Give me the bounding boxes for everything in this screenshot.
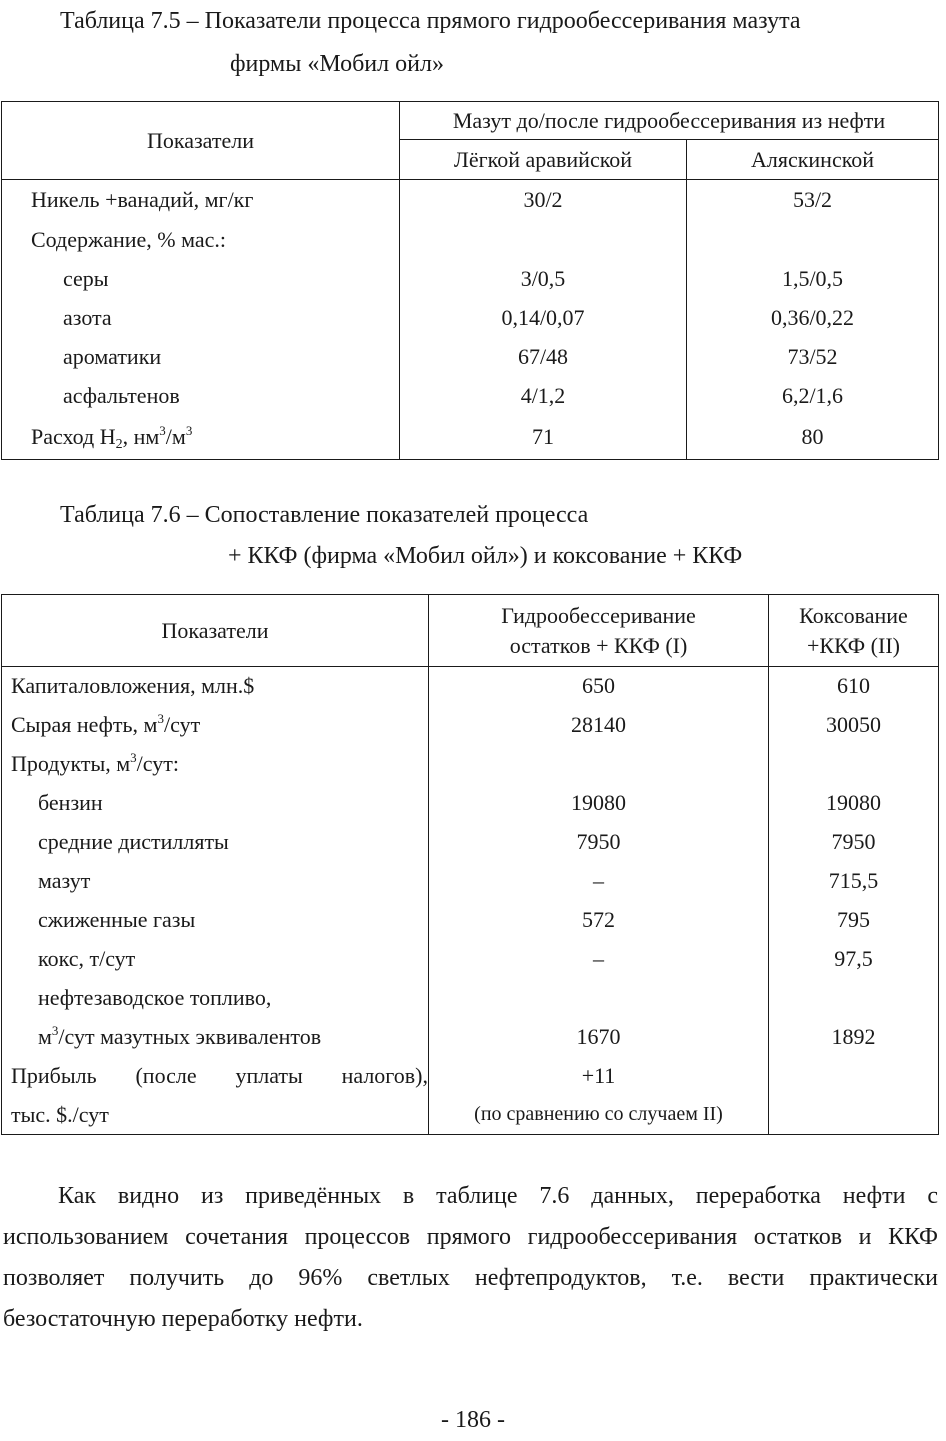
table-7-5-caption-line1: Таблица 7.5 – Показатели процесса прямого гидрообессеривания мазута (60, 8, 801, 34)
table-row: мазут – 715,5 (2, 862, 939, 901)
table-row: средние дистилляты 7950 7950 (2, 823, 939, 862)
table-row: Капиталовложения, млн.$ 650 610 (2, 667, 939, 706)
table-7-6-header-indicators: Показатели (2, 595, 429, 667)
crude-oil-label: Сырая нефть, $м^3$/сут (2, 706, 429, 745)
table-7-5-header-alaskan: Аляскинской (687, 140, 939, 180)
table-row: ароматики 67/48 73/52 (2, 338, 939, 377)
table-row: кокс, т/сут – 97,5 (2, 940, 939, 979)
table-row: Никель +ванадий, мг/кг 30/2 53/2 (2, 180, 939, 221)
table-row: асфальтенов 4/1,2 6,2/1,6 (2, 377, 939, 416)
table-row (2, 745, 939, 784)
table-row: серы 3/0,5 1,5/0,5 (2, 260, 939, 299)
table-7-5 (1, 101, 939, 460)
table-row: Содержание, % мас.: (2, 221, 939, 260)
table-row: нефтезаводское топливо, (2, 979, 939, 1018)
refinery-fuel-label: $м^3$/сут мазутных эквивалентов (2, 1018, 429, 1057)
table-row: бензин 19080 19080 (2, 784, 939, 823)
hydrogen-consumption-label: Расход $H_2$, $нм^3/м^3$ (2, 416, 400, 460)
table-row: тыс. $./сут (по сравнению со случаем II) (2, 1096, 939, 1135)
table-row: $м^3$/сут мазутных эквивалентов 1670 1892 (2, 1018, 939, 1057)
table-7-6-header-hydro: Гидрообессеривание остатков + ККФ (I) (429, 595, 769, 667)
table-row: Прибыль (после уплаты налогов), +11 (2, 1057, 939, 1096)
table-row: Сырая нефть, $м^3$/сут 28140 30050 (2, 706, 939, 745)
table-row: Расход $H_2$, $нм^3/м^3$ 71 80 (2, 416, 939, 460)
table-7-6-caption-line2: + ККФ (фирма «Мобил ойл») и коксование + ККФ (228, 543, 743, 569)
table-7-5-caption-line2: фирмы «Мобил ойл» (230, 51, 444, 77)
products-label: Продукты, $м^3$/сут: (2, 745, 429, 784)
table-7-5-header-light-arabian: Лёгкой аравийской (400, 140, 687, 180)
body-paragraph: Как видно из приведённых в таблице 7.6 данных, переработка нефти с использованием сочетания процессов прямого гидрообессеривания остатков и ККФ позволяет получить до 96% светлых нефтепродуктов, т.е. вести практически безостаточную переработку нефти. (3, 1183, 938, 1332)
table-row: азота 0,14/0,07 0,36/0,22 (2, 299, 939, 338)
table-7-6-header-coking: Коксование +ККФ (II) (769, 595, 939, 667)
table-7-6 (1, 594, 939, 1135)
table-7-5-header-indicators: Показатели (2, 102, 400, 180)
table-7-6-caption-line1: Таблица 7.6 – Сопоставление показателей процесса (60, 502, 589, 528)
table-7-5-header-group: Мазут до/после гидрообессеривания из нефти (400, 102, 939, 140)
page-number: - 186 - (441, 1407, 505, 1433)
table-row: сжиженные газы 572 795 (2, 901, 939, 940)
